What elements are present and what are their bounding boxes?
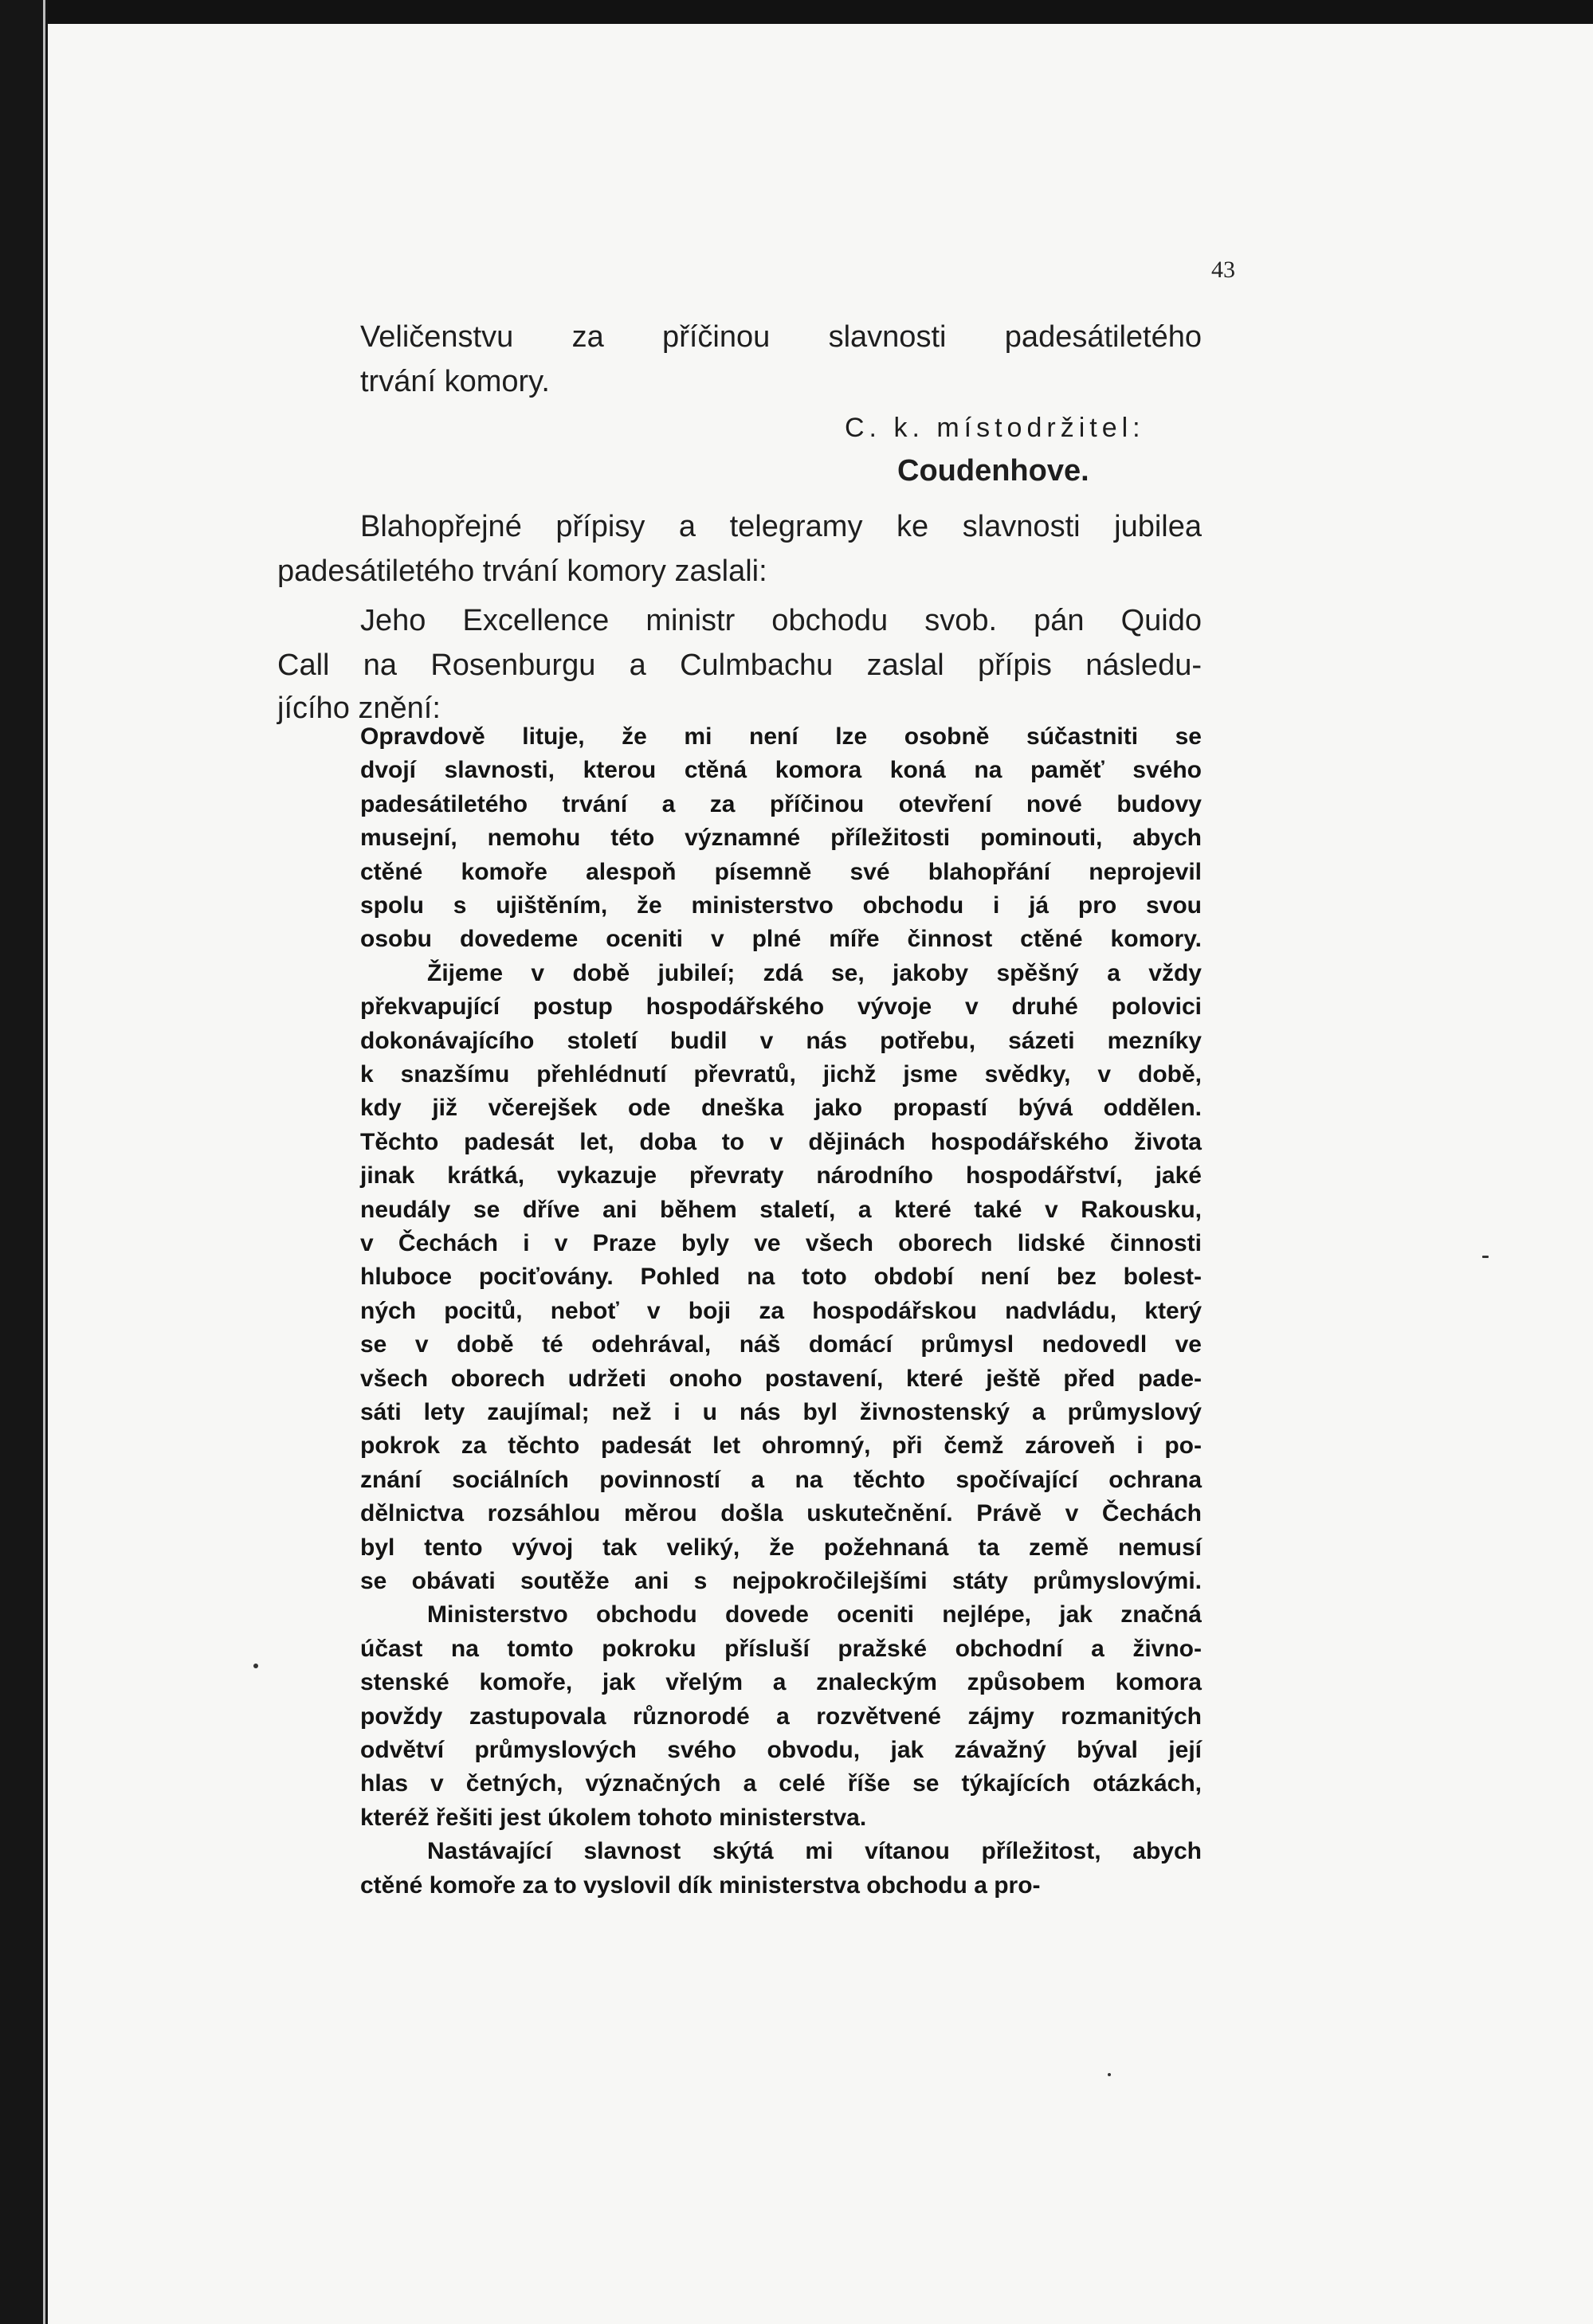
scan-left-edge: [0, 0, 48, 2324]
letter-line: kdy již včerejšek ode dneška jako propastí bývá oddělen.: [360, 1095, 1202, 1121]
letter-line: Těchto padesát let, doba to v dějinách hospodářského života: [360, 1129, 1202, 1155]
letter-line: dokonávajícího století budil v nás potřebu, sázeti mezníky: [360, 1028, 1202, 1054]
letter-line: se obávati soutěže ani s nejpokročilejšími státy průmyslovými.: [360, 1568, 1202, 1594]
signature-title: C. k. místodržitel:: [845, 413, 1145, 443]
text-line: Veličenstvu za příčinou slavnosti padesátiletého: [360, 320, 1202, 354]
letter-line: musejní, nemohu této významné příležitosti pominouti, abych: [360, 825, 1202, 851]
letter-line: Ministerstvo obchodu dovede oceniti nejlépe, jak značná: [427, 1601, 1202, 1628]
document-page: [48, 24, 1593, 2324]
letter-line: stenské komoře, jak vřelým a znaleckým způsobem komora: [360, 1669, 1202, 1695]
letter-line: byl tento vývoj tak veliký, že požehnaná ta země nemusí: [360, 1534, 1202, 1561]
text-line: Blahopřejné přípisy a telegramy ke slavnosti jubilea: [360, 510, 1202, 543]
text-line: Jeho Excellence ministr obchodu svob. pán Quido: [360, 604, 1202, 637]
letter-line: dvojí slavnosti, kterou ctěná komora koná na paměť svého: [360, 757, 1202, 783]
letter-line: hluboce pociťovány. Pohled na toto období není bez bolest-: [360, 1264, 1202, 1290]
letter-line: pokrok za těchto padesát let ohromný, při čemž zároveň i po-: [360, 1432, 1202, 1459]
letter-line: znání sociálních povinností a na těchto spočívající ochrana: [360, 1467, 1202, 1493]
letter-line: překvapující postup hospodářského vývoje v druhé polovici: [360, 993, 1202, 1020]
text-line: padesátiletého trvání komory zaslali:: [277, 555, 767, 588]
letter-line: ctěné komoře za to vyslovil dík ministerstva obchodu a pro-: [360, 1872, 1041, 1899]
letter-line: odvětví průmyslových svého obvodu, jak závažný býval její: [360, 1737, 1202, 1763]
letter-line: jinak krátká, vykazuje převraty národního hospodářství, jaké: [360, 1162, 1202, 1189]
letter-line: osobu dovedeme oceniti v plné míře činnost ctěné komory.: [360, 926, 1202, 952]
text-line: trvání komory.: [360, 365, 550, 398]
letter-line: sáti lety zaujímal; než i u nás byl živnostenský a průmyslový: [360, 1399, 1202, 1425]
signature-name: Coudenhove.: [897, 454, 1089, 488]
letter-line: k snazšímu přehlédnutí převratů, jichž jsme svědky, v době,: [360, 1061, 1202, 1088]
letter-line: Opravdově lituje, že mi není lze osobně súčastniti se: [360, 723, 1202, 750]
letter-line: kteréž řešiti jest úkolem tohoto ministerstva.: [360, 1805, 867, 1831]
scan-top-edge: [0, 0, 1593, 24]
letter-line: spolu s ujištěním, že ministerstvo obchodu i já pro svou: [360, 892, 1202, 919]
letter-line: ných pocitů, neboť v boji za hospodářskou nadvládu, který: [360, 1298, 1202, 1324]
page-number: 43: [1211, 257, 1235, 283]
letter-line: v Čechách i v Praze byly ve všech oborech lidské činnosti: [360, 1230, 1202, 1256]
scan-speck: [1482, 1256, 1489, 1258]
letter-line: všech oborech udržeti onoho postavení, které ještě před pade-: [360, 1366, 1202, 1392]
letter-line: padesátiletého trvání a za příčinou otevření nové budovy: [360, 791, 1202, 817]
scan-speck: [1108, 2073, 1111, 2076]
letter-line: Žijeme v době jubileí; zdá se, jakoby spěšný a vždy: [427, 960, 1202, 986]
letter-line: dělnictva rozsáhlou měrou došla uskutečnění. Právě v Čechách: [360, 1500, 1202, 1526]
letter-line: Nastávající slavnost skýtá mi vítanou příležitost, abych: [427, 1838, 1202, 1864]
letter-line: se v době té odehrával, náš domácí průmysl nedovedl ve: [360, 1331, 1202, 1358]
letter-line: ctěné komoře alespoň písemně své blahopřání neprojevil: [360, 859, 1202, 885]
letter-line: hlas v četných, význačných a celé říše se týkajících otázkách,: [360, 1770, 1202, 1797]
letter-line: povždy zastupovala různorodé a rozvětvené zájmy rozmanitých: [360, 1703, 1202, 1730]
letter-line: neudály se dříve ani během staletí, a které také v Rakousku,: [360, 1197, 1202, 1223]
scan-speck: [253, 1664, 258, 1668]
text-line: jícího znění:: [277, 692, 441, 725]
letter-line: účast na tomto pokroku přísluší pražské obchodní a živno-: [360, 1636, 1202, 1662]
text-line: Call na Rosenburgu a Culmbachu zaslal přípis následu-: [277, 649, 1202, 682]
